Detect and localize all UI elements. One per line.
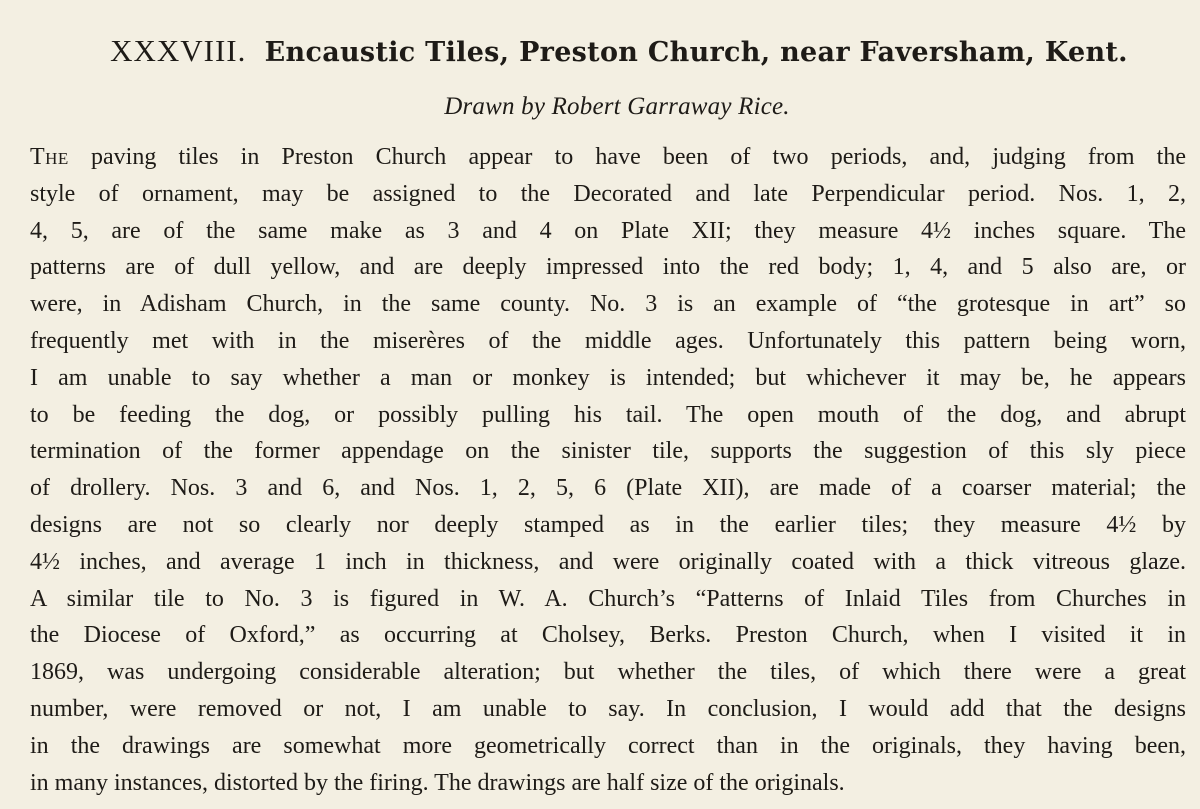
text-line: style of ornament, may be assigned to the Decorated and late Perpendicular period. Nos. 1, 2,	[30, 180, 1186, 207]
text-line: the Diocese of Oxford,” as occurring at Cholsey, Berks. Preston Church, when I visited it in	[30, 622, 1186, 649]
text-line: in many instances, distorted by the firing. The drawings are half size of the originals.	[30, 769, 845, 796]
text-line: were, in Adisham Church, in the same county. No. 3 is an example of “the grotesque in art” so	[30, 291, 1186, 318]
text-line: in the drawings are somewhat more geometrically correct than in the originals, they having been,	[30, 732, 1186, 759]
text-line: A similar tile to No. 3 is figured in W. A. Church’s “Patterns of Inlaid Tiles from Churches in	[30, 585, 1186, 612]
text-line: 4, 5, are of the same make as 3 and 4 on Plate XII; they measure 4½ inches square. The	[30, 217, 1186, 244]
text-line: 4½ inches, and average 1 inch in thickness, and were originally coated with a thick vitreous glaze.	[30, 548, 1186, 575]
text-line: number, were removed or not, I am unable to say. In conclusion, I would add that the designs	[30, 695, 1186, 722]
lead-word: The	[30, 144, 69, 170]
text-line: designs are not so clearly nor deeply stamped as in the earlier tiles; they measure 4½ by	[30, 511, 1186, 538]
text-line: 1869, was undergoing considerable alteration; but whether the tiles, of which there were a great	[30, 659, 1186, 686]
plate-title: Encaustic Tiles, Preston Church, near Faversham, Kent.	[264, 37, 1128, 68]
text-line: frequently met with in the miserères of the middle ages. Unfortunately this pattern being worn,	[30, 327, 1186, 354]
text-line: patterns are of dull yellow, and are deeply impressed into the red body; 1, 4, and 5 also are, or	[30, 254, 1186, 281]
plate-numeral: XXXVIII.	[110, 33, 247, 68]
text-line: termination of the former appendage on the sinister tile, supports the suggestion of this sly piece	[30, 438, 1186, 465]
text-line: to be feeding the dog, or possibly pulling his tail. The open mouth of the dog, and abrupt	[30, 401, 1186, 428]
body-paragraph	[30, 139, 1186, 801]
text-line: I am unable to say whether a man or monkey is intended; but whichever it may be, he appears	[30, 364, 1186, 391]
plate-heading	[52, 32, 1186, 72]
text-line: of drollery. Nos. 3 and 6, and Nos. 1, 2, 5, 6 (Plate XII), are made of a coarser material; the	[30, 475, 1186, 502]
byline: Drawn by Robert Garraway Rice.	[444, 93, 790, 120]
text-line: The paving tiles in Preston Church appear to have been of two periods, and, judging from the	[30, 144, 1186, 170]
